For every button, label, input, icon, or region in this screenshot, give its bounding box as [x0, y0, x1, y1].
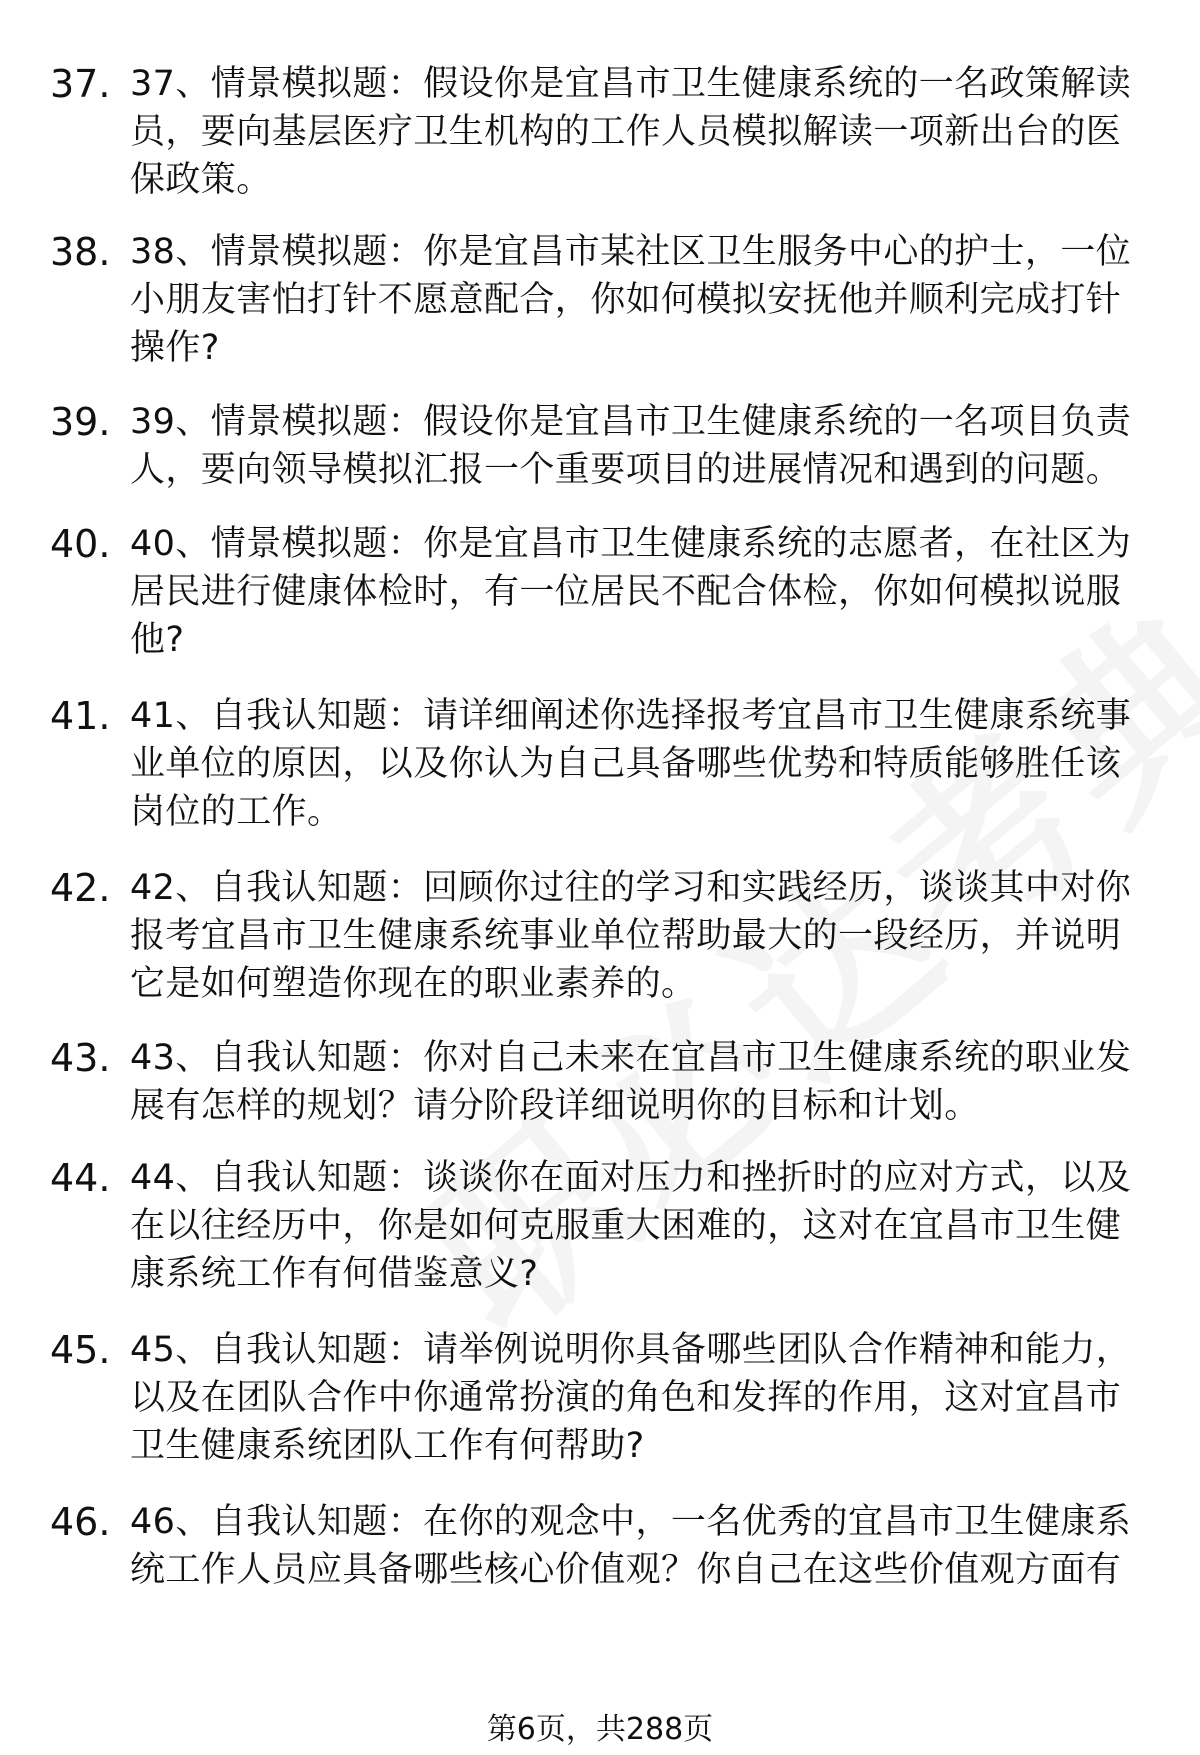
question-number: 44.: [50, 1156, 111, 1200]
question-text: 43、自我认知题：你对自己未来在宜昌市卫生健康系统的职业发展有怎样的规划？请分阶段详细说明你的目标和计划。: [130, 1038, 1132, 1126]
question-item: [0, 1154, 1200, 1304]
question-text: 45、自我认知题：请举例说明你具备哪些团队合作精神和能力，以及在团队合作中你通常扮演的角色和发挥的作用，这对宜昌市卫生健康系统团队工作有何帮助?: [130, 1330, 1132, 1466]
question-item: [0, 228, 1200, 378]
question-number: 41.: [50, 694, 111, 738]
question-number: 46.: [50, 1500, 111, 1544]
question-text: 42、自我认知题：回顾你过往的学习和实践经历，谈谈其中对你报考宜昌市卫生健康系统事业单位帮助最大的一段经历，并说明它是如何塑造你现在的职业素养的。: [130, 868, 1132, 1004]
question-number: 42.: [50, 866, 111, 910]
page-footer: 第6页，共288页: [486, 1712, 714, 1747]
question-text: 46、自我认知题：在你的观念中，一名优秀的宜昌市卫生健康系统工作人员应具备哪些核心价值观？你自己在这些价值观方面有: [130, 1502, 1132, 1590]
question-number: 38.: [50, 230, 111, 274]
question-text: 39、情景模拟题：假设你是宜昌市卫生健康系统的一名项目负责人，要向领导模拟汇报一个重要项目的进展情况和遇到的问题。: [130, 402, 1132, 490]
question-item: [0, 1498, 1200, 1648]
question-text: 37、情景模拟题：假设你是宜昌市卫生健康系统的一名政策解读员，要向基层医疗卫生机构的工作人员模拟解读一项新出台的医保政策。: [130, 64, 1132, 200]
question-number: 43.: [50, 1036, 111, 1080]
question-number: 37.: [50, 62, 111, 106]
question-item: [0, 864, 1200, 1014]
question-text: 40、情景模拟题：你是宜昌市卫生健康系统的志愿者，在社区为居民进行健康体检时，有一位居民不配合体检，你如何模拟说服他?: [130, 524, 1132, 660]
question-item: [0, 1326, 1200, 1476]
question-number: 39.: [50, 400, 111, 444]
question-text: 38、情景模拟题：你是宜昌市某社区卫生服务中心的护士，一位小朋友害怕打针不愿意配合，你如何模拟安抚他并顺利完成打针操作?: [130, 232, 1132, 368]
question-text: 41、自我认知题：请详细阐述你选择报考宜昌市卫生健康系统事业单位的原因，以及你认为自己具备哪些优势和特质能够胜任该岗位的工作。: [130, 696, 1132, 832]
question-number: 40.: [50, 522, 111, 566]
question-text: 44、自我认知题：谈谈你在面对压力和挫折时的应对方式，以及在以往经历中，你是如何克服重大困难的，这对在宜昌市卫生健康系统工作有何借鉴意义?: [130, 1158, 1132, 1294]
question-item: [0, 520, 1200, 670]
question-item: [0, 692, 1200, 842]
question-item: [0, 60, 1200, 210]
question-number: 45.: [50, 1328, 111, 1372]
